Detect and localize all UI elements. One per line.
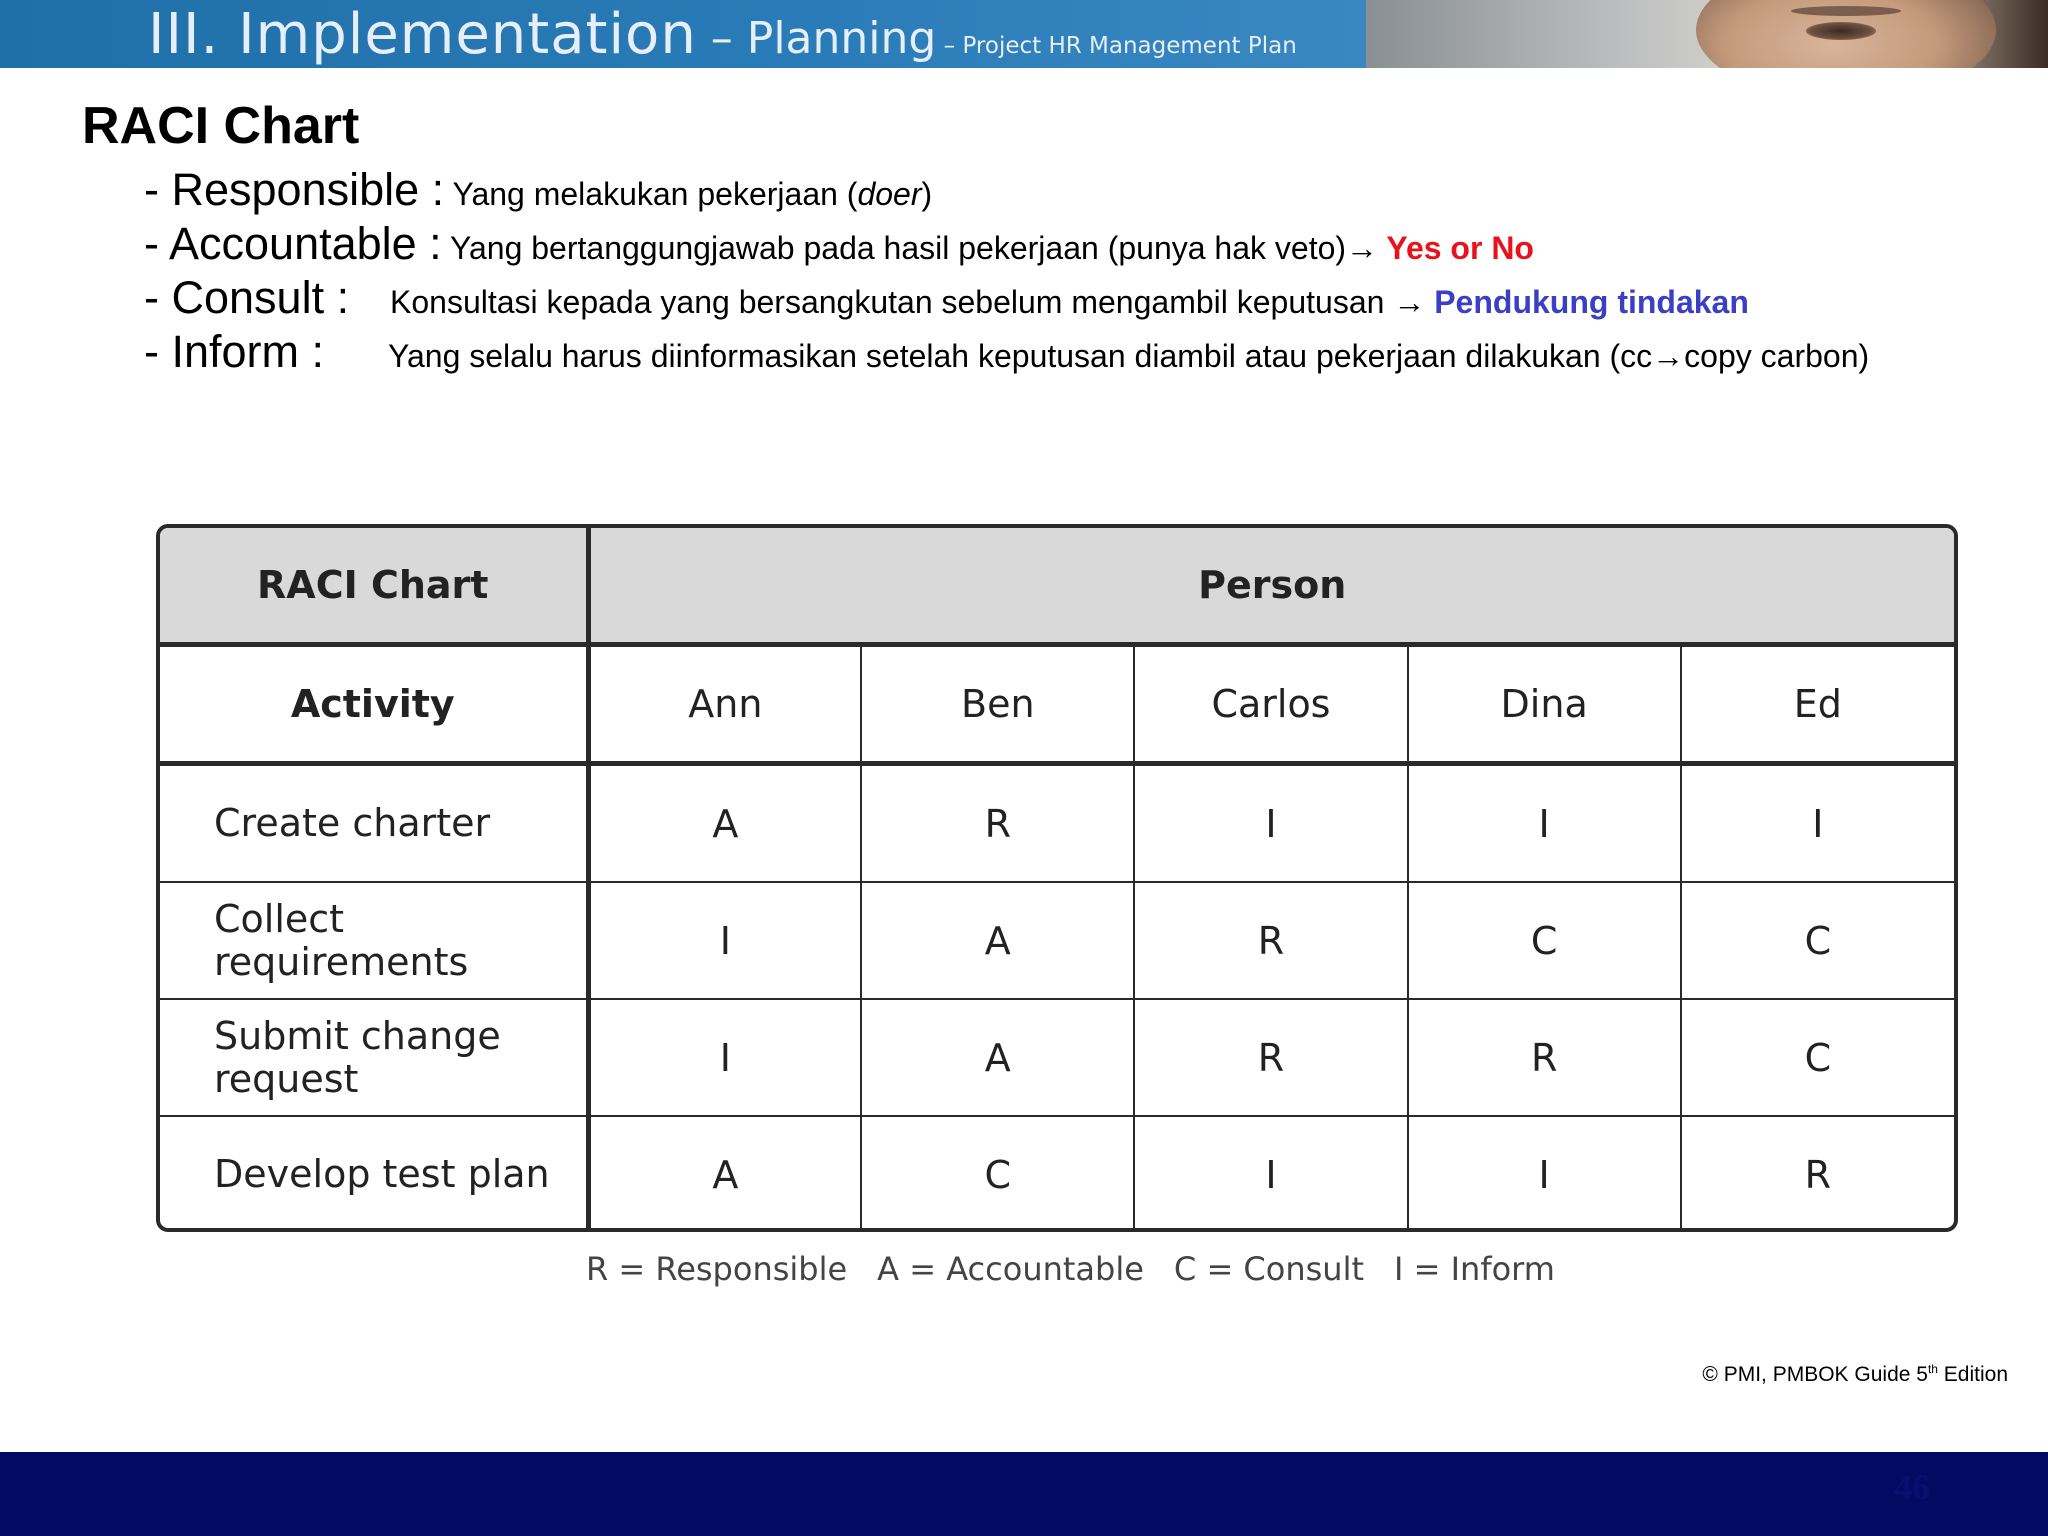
definition-accountable [144, 218, 1534, 270]
raci-cell: I [1681, 764, 1954, 883]
page-title: RACI Chart [82, 97, 360, 155]
definition-consult [144, 272, 1749, 324]
raci-cell: I [588, 999, 861, 1116]
table-row [160, 882, 1954, 999]
raci-cell: R [1134, 882, 1407, 999]
arrow-icon: → [1652, 338, 1685, 374]
raci-cell: I [1134, 1116, 1407, 1232]
definition-inform [144, 326, 1869, 378]
table-row [160, 764, 1954, 883]
definition-responsible [144, 164, 932, 216]
copyright-text: © PMI, PMBOK Guide 5 [1702, 1363, 1928, 1386]
raci-cell: C [1408, 882, 1681, 999]
def-term: - Consult : [144, 272, 350, 323]
raci-cell: R [1134, 999, 1407, 1116]
arrow-icon: → [1393, 284, 1426, 320]
person-name: Ben [861, 645, 1134, 764]
copyright-note [1702, 1362, 2008, 1387]
copyright-end: Edition [1937, 1363, 2008, 1386]
raci-cell: I [588, 882, 861, 999]
legend-responsible: R = Responsible [586, 1250, 848, 1288]
person-name: Ed [1681, 645, 1954, 764]
def-desc: Yang selalu harus diinformasikan setelah keputusan diambil atau pekerjaan dilakukan (cc [388, 338, 1653, 374]
activity-cell [160, 764, 588, 883]
raci-cell: R [1681, 1116, 1954, 1232]
activity-line: Develop test plan [214, 1152, 550, 1196]
person-name: Ann [588, 645, 861, 764]
legend-consult: C = Consult [1173, 1250, 1365, 1288]
legend-accountable: A = Accountable [877, 1250, 1144, 1288]
header-title-sub: – Planning [696, 13, 937, 64]
def-desc: Yang melakukan pekerjaan ( [444, 176, 858, 212]
raci-cell: I [1134, 764, 1407, 883]
activity-cell [160, 999, 588, 1116]
raci-cell: I [1408, 1116, 1681, 1232]
raci-cell: A [588, 764, 861, 883]
activity-cell [160, 1116, 588, 1232]
def-highlight-blue: Pendukung tindakan [1425, 284, 1749, 320]
table-row [160, 1116, 1954, 1232]
person-name: Dina [1408, 645, 1681, 764]
def-desc: Yang bertanggungjawab pada hasil pekerjaan (punya hak veto) [441, 230, 1347, 266]
copyright-sup: th [1927, 1362, 1938, 1376]
footer-bar [0, 1452, 2048, 1536]
raci-cell: R [861, 764, 1134, 883]
def-desc: Konsultasi kepada yang bersangkutan sebelum mengambil keputusan [390, 284, 1394, 320]
page-number: 46 [1894, 1467, 1930, 1507]
raci-cell: A [861, 999, 1134, 1116]
raci-cell: C [861, 1116, 1134, 1232]
raci-table [156, 524, 1958, 1232]
def-term: - Accountable : [144, 218, 442, 269]
raci-cell: I [1408, 764, 1681, 883]
activity-line: request [214, 1056, 359, 1101]
legend-inform: I = Inform [1394, 1250, 1555, 1288]
activity-line: requirements [214, 939, 469, 984]
face-eye [1806, 22, 1876, 40]
def-highlight-red: Yes or No [1378, 230, 1534, 266]
raci-header-person: Person [588, 528, 1954, 645]
raci-cell: R [1408, 999, 1681, 1116]
person-name: Carlos [1134, 645, 1407, 764]
def-term: - Responsible : [144, 164, 445, 215]
def-desc-italic: doer [857, 176, 922, 212]
def-desc-end: ) [921, 176, 933, 212]
def-desc-end: copy carbon) [1684, 338, 1870, 374]
raci-cell: A [861, 882, 1134, 999]
table-row [160, 999, 1954, 1116]
raci-cell: A [588, 1116, 861, 1232]
activity-cell [160, 882, 588, 999]
activity-header: Activity [160, 645, 588, 764]
raci-header-left: RACI Chart [160, 528, 588, 645]
header-title-small: – Project HR Management Plan [936, 33, 1297, 59]
activity-line: Submit change [214, 1013, 501, 1058]
raci-legend [586, 1250, 1585, 1288]
arrow-icon: → [1346, 230, 1379, 266]
header-title-main: III. Implementation [148, 2, 697, 67]
activity-line: Create charter [214, 801, 491, 845]
header-photo [1366, 0, 2048, 68]
activity-line: Collect [214, 896, 345, 941]
raci-cell: C [1681, 882, 1954, 999]
def-term: - Inform : [144, 326, 325, 377]
raci-cell: C [1681, 999, 1954, 1116]
face-brow [1791, 6, 1901, 16]
header-title [148, 2, 1297, 68]
